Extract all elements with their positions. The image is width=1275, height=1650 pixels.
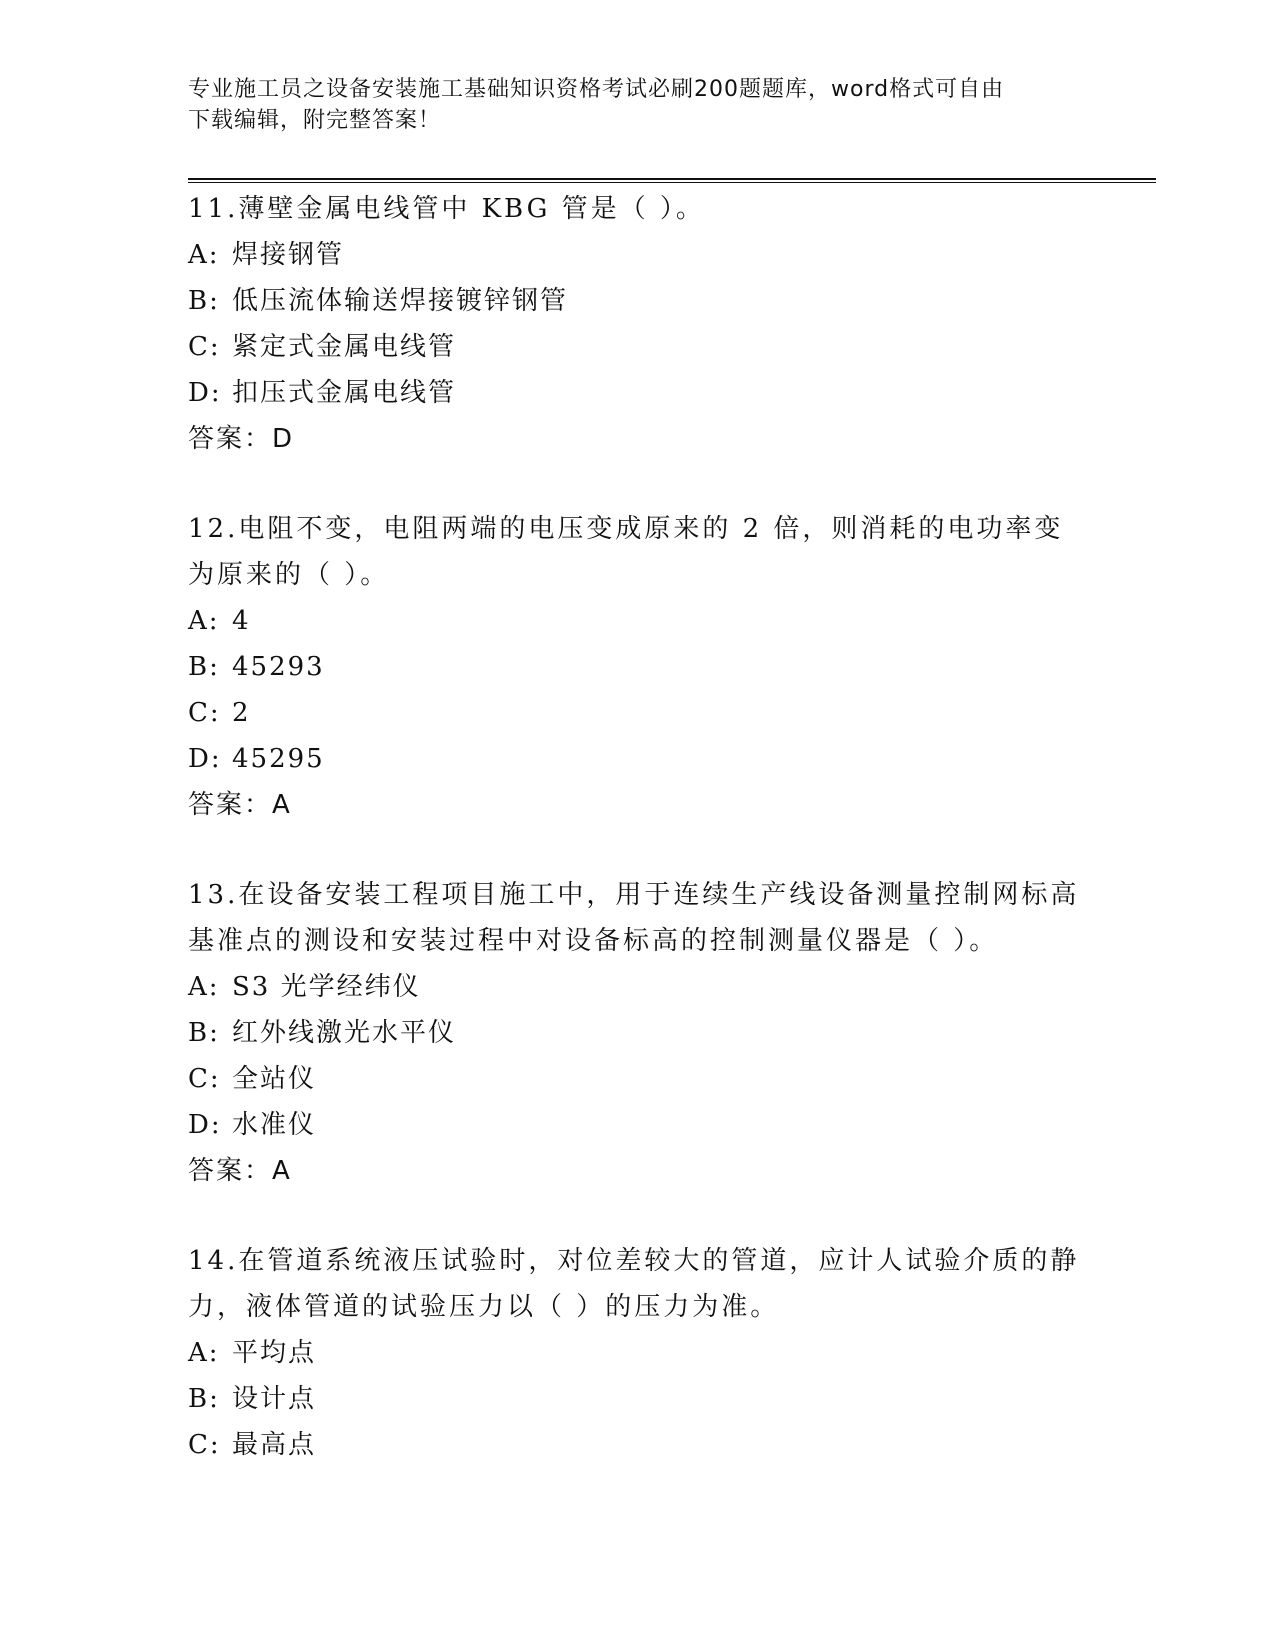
option-text: 设计点 [232,1384,317,1414]
option-letter: A: [188,240,220,270]
answer-label: 答案：A [188,1156,292,1186]
question-text: 12.电阻不变，电阻两端的电压变成原来的 2 倍，则消耗的电功率变为原来的（ ）。 [188,514,1064,590]
option-text: 4 [232,606,251,636]
header-line-2: 下载编辑，附完整答案！ [188,108,442,133]
option-c [188,324,1088,370]
option-letter: C: [188,698,221,728]
option-a [188,964,1088,1010]
option-c [188,1422,1088,1468]
option-text: 焊接钢管 [232,240,345,270]
option-text: 水准仪 [232,1110,317,1140]
option-letter: A: [188,606,220,636]
option-text: 45293 [232,652,325,682]
option-letter: B: [188,286,220,316]
option-letter: C: [188,1064,221,1094]
question-text: 14.在管道系统液压试验时，对位差较大的管道，应计人试验介质的静力，液体管道的试验压力以（ ）的压力为准。 [188,1246,1080,1322]
option-letter: B: [188,652,220,682]
option-text: S3 光学经纬仪 [232,972,421,1002]
option-text: 红外线激光水平仪 [232,1018,457,1048]
option-text: 45295 [232,744,325,774]
option-b [188,644,1088,690]
header-line-1: 专业施工员之设备安装施工基础知识资格考试必刷200题题库，word格式可自由 [188,77,1005,102]
option-a [188,1330,1088,1376]
question-13 [188,872,1088,1194]
option-text: 最高点 [232,1430,317,1460]
answer-label: 答案：D [188,424,295,454]
option-b [188,278,1088,324]
option-text: 紧定式金属电线管 [232,332,457,362]
option-c [188,1056,1088,1102]
option-a [188,232,1088,278]
document-header [188,74,1068,136]
option-letter: C: [188,332,221,362]
option-text: 2 [232,698,251,728]
option-letter: B: [188,1018,220,1048]
answer-label: 答案：A [188,790,292,820]
option-letter: D: [188,378,222,408]
option-a [188,598,1088,644]
option-letter: C: [188,1430,221,1460]
option-d [188,736,1088,782]
option-letter: D: [188,1110,222,1140]
option-letter: B: [188,1384,220,1414]
question-11 [188,186,1088,462]
option-d [188,370,1088,416]
question-text: 11.薄壁金属电线管中 KBG 管是（ ）。 [188,194,705,224]
question-list [188,186,1088,1512]
question-text: 13.在设备安装工程项目施工中，用于连续生产线设备测量控制网标高基准点的测设和安装过程中对设备标高的控制测量仪器是（ ）。 [188,880,1080,956]
option-b [188,1010,1088,1056]
option-text: 扣压式金属电线管 [232,378,457,408]
option-letter: D: [188,744,222,774]
option-letter: A: [188,1338,220,1368]
option-letter: A: [188,972,220,1002]
option-d [188,1102,1088,1148]
option-text: 全站仪 [232,1064,317,1094]
option-text: 平均点 [232,1338,317,1368]
option-text: 低压流体输送焊接镀锌钢管 [232,286,569,316]
header-divider [188,178,1156,183]
question-14 [188,1238,1088,1468]
option-b [188,1376,1088,1422]
option-c [188,690,1088,736]
question-12 [188,506,1088,828]
